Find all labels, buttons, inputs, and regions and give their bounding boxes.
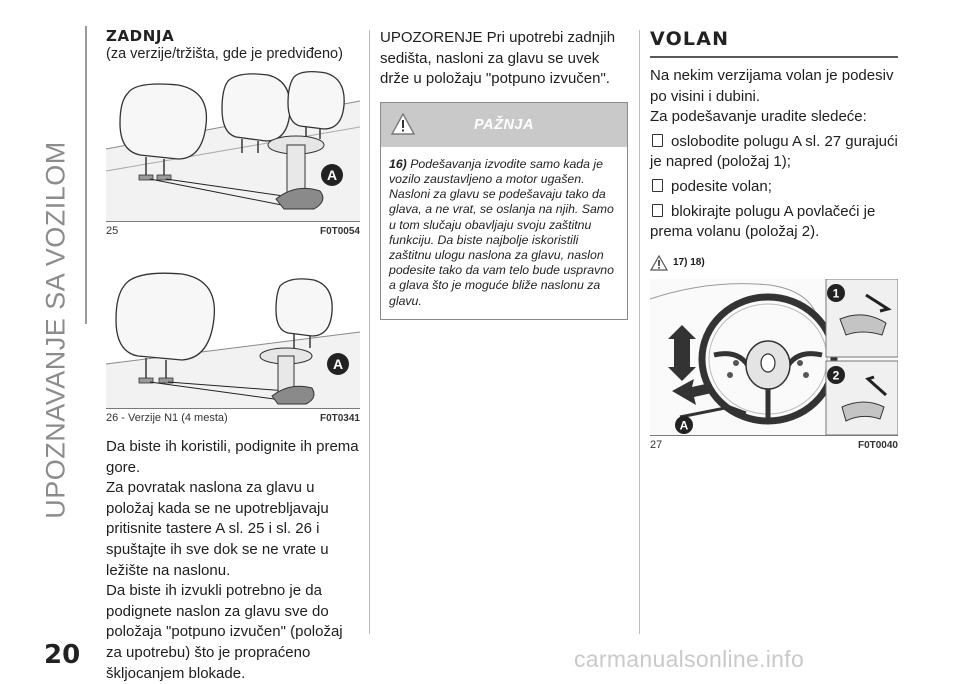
figure-code: F0T0341: [319, 413, 360, 424]
callout-a-label: A: [332, 356, 344, 372]
detail-panel-1: [826, 279, 898, 357]
column-warning: [380, 28, 628, 320]
column-divider-1: [369, 30, 370, 634]
warning-header: [381, 103, 627, 147]
column-divider-2: [639, 30, 640, 634]
headrest-n1-illustration: [106, 256, 360, 408]
chapter-rule: [85, 26, 87, 324]
warning-body: [381, 147, 627, 319]
figure-27: [650, 279, 898, 456]
steps-list: [650, 132, 898, 243]
warning-text: Podešavanja izvodite samo kada je vozilo zaustavljeno a motor ugašen. Nasloni za glavu se podešavaju tako da glava, a ne vrat, se oslanja na njih. Samo u tom slučaju obavljaju svoju zaštitnu funkciju. Da biste najbolje iskoristili zaštitnu ulogu naslona za glavu, naslon podesite tako da vam telo bude uspravno a glava što je moguće bliže naslonu za glavu.: [389, 156, 614, 308]
intro-text: [650, 66, 898, 128]
warning-title: PAŽNJA: [474, 116, 534, 133]
figure-code: F0T0054: [319, 226, 360, 237]
paragraph: Da biste ih izvukli potrebno je da podignete naslon za glavu sve do položaja "potpuno izvučen" (položaj za upotrebu) što je propraćeno škljocanjem blokade.: [106, 582, 343, 682]
paragraph: Za podešavanje uradite sledeće:: [650, 108, 867, 126]
headrest-illustration: [106, 71, 360, 221]
section-title: VOLAN: [650, 28, 898, 58]
section-subtitle: (za verzije/tržišta, gde je predviđeno): [106, 46, 343, 62]
figure-caption: [650, 435, 898, 456]
figure-26: [106, 256, 360, 429]
figure-number: 26 - Verzije N1 (4 mesta): [106, 412, 228, 424]
callout-a-label: A: [326, 167, 338, 183]
figure-number: 25: [106, 225, 119, 237]
figure-code: F0T0040: [857, 439, 898, 451]
figure-caption: [106, 408, 360, 429]
column-steering-wheel: [650, 28, 898, 456]
list-item: blokirajte polugu A povlačeći je prema volanu (položaj 2).: [650, 202, 876, 241]
steering-wheel-illustration: [650, 279, 898, 435]
callout-a-label: A: [679, 418, 689, 433]
figure-caption: [106, 221, 360, 242]
body-text: [106, 437, 360, 684]
warning-paragraph: UPOZORENJE Pri upotrebi zadnjih sedišta, nasloni za glavu se uvek drže u položaju "potpuno izvučen".: [380, 29, 616, 88]
callout-1-label: 1: [832, 286, 840, 301]
section-title: ZADNJA: [106, 27, 175, 45]
list-item: oslobodite polugu A sl. 27 gurajući je napred (položaj 1);: [650, 132, 898, 171]
checkbox-bullet-icon: [652, 134, 663, 147]
warning-triangle-icon: [391, 113, 415, 135]
column-headrests: [106, 28, 360, 684]
figure-25: [106, 71, 360, 242]
warning-triangle-icon: [650, 255, 668, 271]
paragraph: Za povratak naslona za glavu u položaj kada se ne upotrebljavaju pritisnite tastere A sl. 25 i sl. 26 i spuštajte ih sve dok se ne vrate u ležište na naslonu.: [106, 479, 329, 579]
checkbox-bullet-icon: [652, 179, 663, 192]
warning-number: 16): [389, 156, 407, 171]
paragraph: Da biste ih koristili, podignite ih prema gore.: [106, 438, 359, 476]
figure-number: 27: [650, 438, 663, 451]
page-number: 20: [44, 640, 81, 670]
checkbox-bullet-icon: [652, 204, 663, 217]
warning-box: [380, 102, 628, 320]
reference-notes: [650, 255, 898, 271]
callout-2-label: 2: [832, 368, 840, 383]
detail-panel-2: [826, 361, 898, 435]
reference-numbers: 17) 18): [673, 257, 705, 269]
chapter-title: UPOZNAVANJE SA VOZILOM: [40, 141, 71, 519]
paragraph: Na nekim verzijama volan je podesiv po visini i dubini.: [650, 67, 894, 105]
watermark: carmanualsonline.info: [574, 646, 805, 672]
list-item: podesite volan;: [650, 177, 898, 198]
